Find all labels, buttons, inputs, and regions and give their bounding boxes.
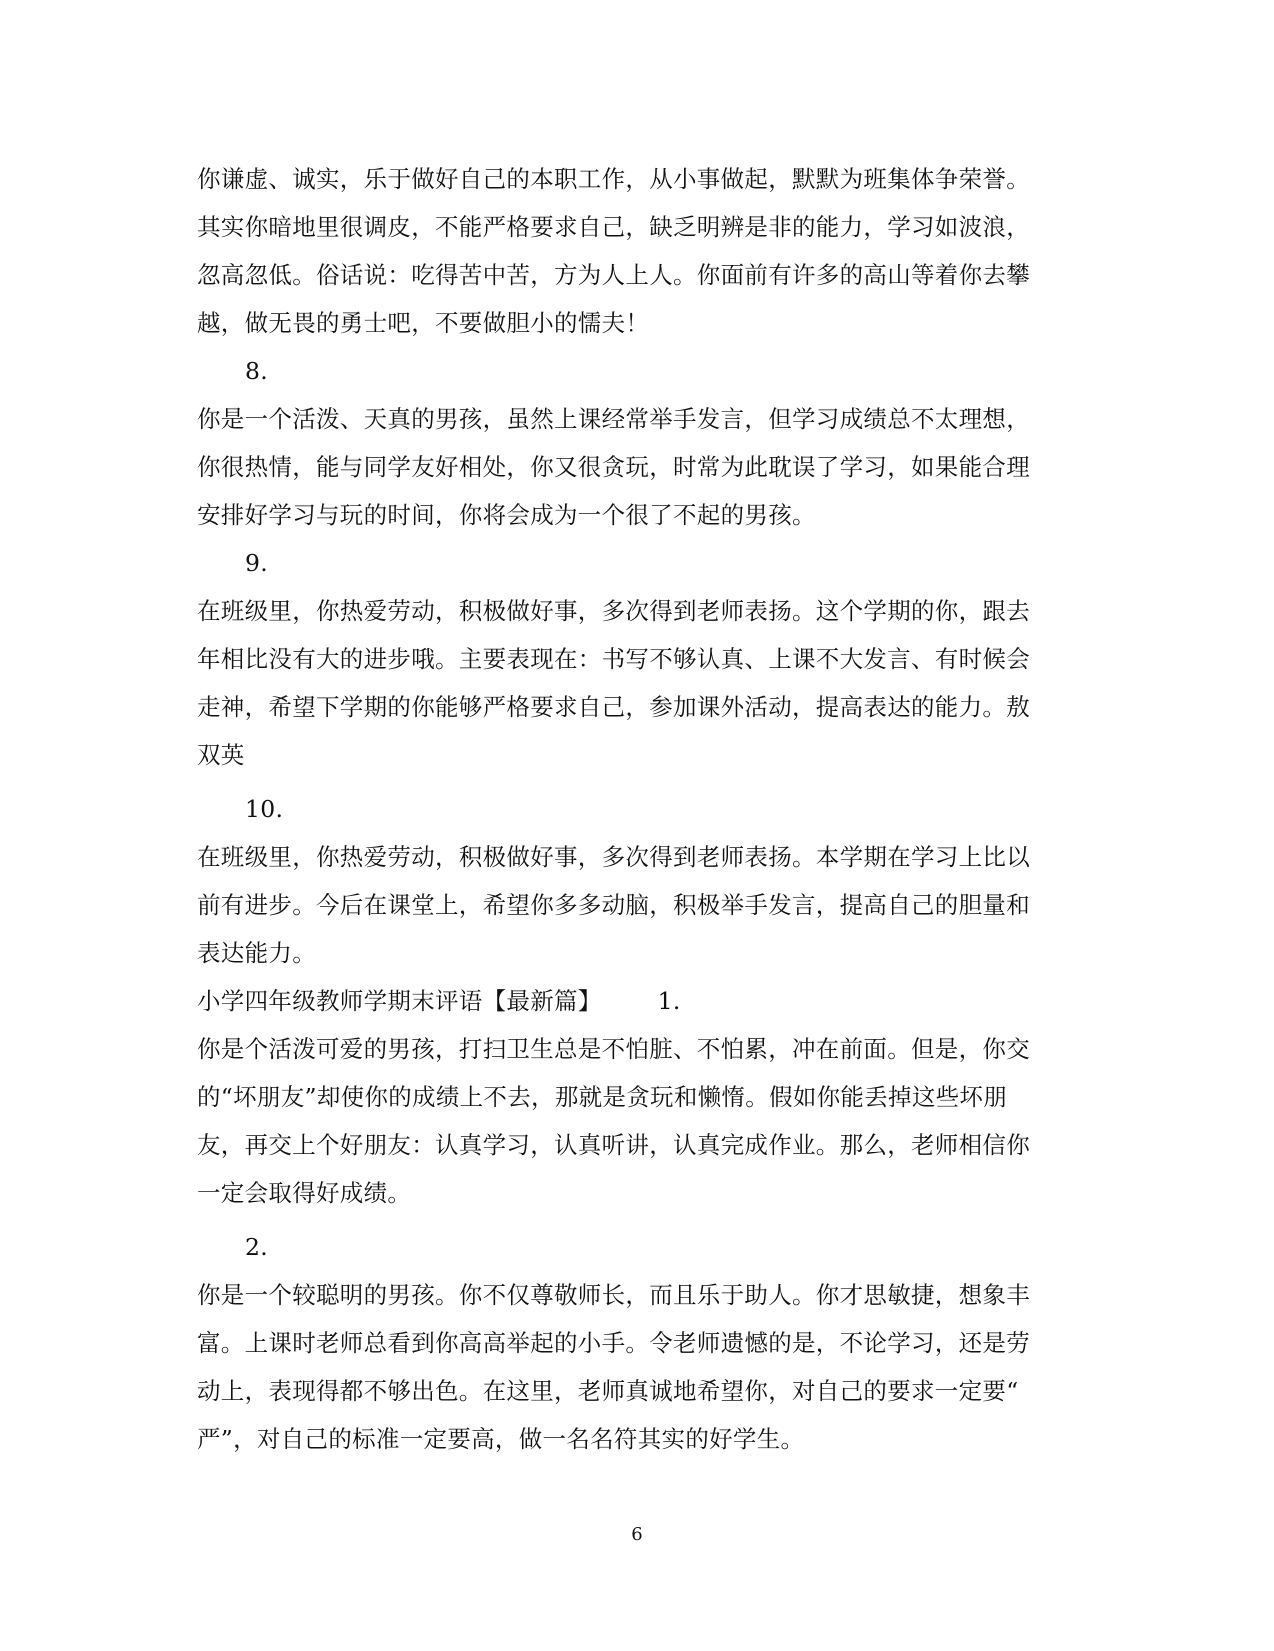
text-line: 越，做无畏的勇士吧，不要做胆小的懦夫！ — [197, 309, 650, 337]
text-line: 你谦虚、诚实，乐于做好自己的本职工作，从小事做起，默默为班集体争荣誉。 — [197, 165, 1030, 193]
text-line: 严”，对自己的标准一定要高，做一名名符其实的好学生。 — [197, 1425, 805, 1453]
text-line: 在班级里，你热爱劳动，积极做好事，多次得到老师表扬。这个学期的你，跟去 — [197, 597, 1030, 625]
text-line: 你很热情，能与同学友好相处，你又很贪玩，时常为此耽误了学习，如果能合理 — [197, 453, 1030, 481]
item-number: 1. — [657, 987, 681, 1015]
text-line: 走神，希望下学期的你能够严格要求自己，参加课外活动，提高表达的能力。敖 — [197, 693, 1030, 721]
item-number: 10. — [245, 795, 284, 823]
page-number: 6 — [631, 1524, 643, 1545]
item-number: 8. — [245, 357, 269, 385]
text-line: 你是一个活泼、天真的男孩，虽然上课经常举手发言，但学习成绩总不太理想， — [197, 405, 1030, 433]
text-line: 动上，表现得都不够出色。在这里，老师真诚地希望你，对自己的要求一定要“ — [197, 1377, 1019, 1405]
text-line: 你是一个较聪明的男孩。你不仅尊敬师长，而且乐于助人。你才思敏捷，想象丰 — [197, 1281, 1030, 1309]
text-line: 一定会取得好成绩。 — [197, 1179, 412, 1207]
item-number: 2. — [245, 1233, 269, 1261]
text-line: 忽高忽低。俗话说：吃得苦中苦，方为人上人。你面前有许多的高山等着你去攀 — [197, 261, 1030, 289]
text-line: 其实你暗地里很调皮，不能严格要求自己，缺乏明辨是非的能力，学习如波浪， — [197, 213, 1030, 241]
text-line: 你是个活泼可爱的男孩，打扫卫生总是不怕脏、不怕累，冲在前面。但是，你交 — [197, 1035, 1030, 1063]
text-line: 前有进步。今后在课堂上，希望你多多动脑，积极举手发言，提高自己的胆量和 — [197, 891, 1030, 919]
section-heading-line — [197, 977, 1077, 1025]
section-heading: 小学四年级教师学期末评语【最新篇】 — [197, 987, 602, 1015]
text-line: 双英 — [197, 741, 245, 769]
text-line: 在班级里，你热爱劳动，积极做好事，多次得到老师表扬。本学期在学习上比以 — [197, 843, 1030, 871]
text-line: 富。上课时老师总看到你高高举起的小手。令老师遗憾的是，不论学习，还是劳 — [197, 1329, 1030, 1357]
text-line: 年相比没有大的进步哦。主要表现在：书写不够认真、上课不大发言、有时候会 — [197, 645, 1030, 673]
document-body — [197, 155, 1077, 1463]
text-line: 友，再交上个好朋友：认真学习，认真听讲，认真完成作业。那么，老师相信你 — [197, 1131, 1030, 1159]
text-line: 安排好学习与玩的时间，你将会成为一个很了不起的男孩。 — [197, 501, 816, 529]
item-number: 9. — [245, 549, 269, 577]
text-line: 的“坏朋友”却使你的成绩上不去，那就是贪玩和懒惰。假如你能丢掉这些坏朋 — [197, 1083, 1008, 1111]
text-line: 表达能力。 — [197, 939, 316, 967]
